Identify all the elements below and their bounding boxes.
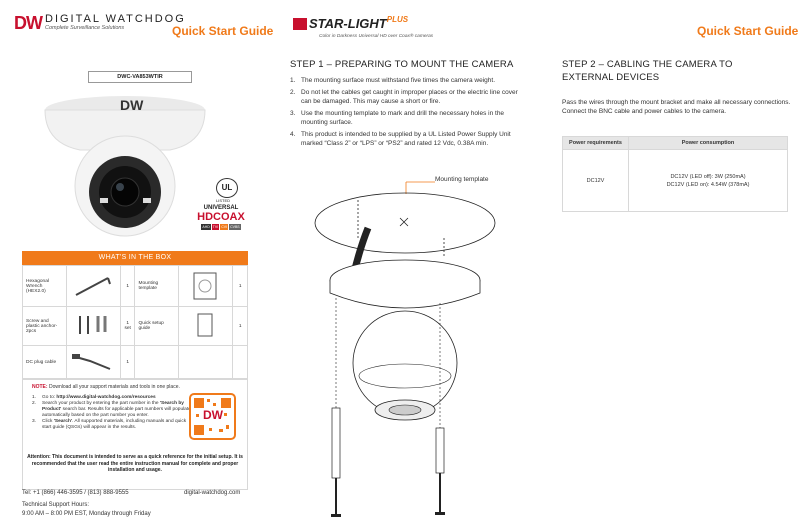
table-row: [563, 150, 788, 212]
starlight-name: STAR-LIGHT: [309, 16, 387, 31]
step2-text: Pass the wires through the mount bracket and make all necessary connections. Connect the BNC cable and power cables to the camera.: [562, 99, 791, 115]
qr-dw-mark: DW: [203, 408, 223, 422]
col-power-requirements: Power requirements: [563, 137, 629, 150]
step-num: 2.: [32, 401, 37, 407]
list-item: [290, 130, 526, 148]
item-name: Screw and plastic anchor-2pcs: [23, 307, 67, 346]
item-num: 2.: [290, 89, 296, 96]
cvi-badge: CVI: [221, 225, 228, 229]
step-bold: 'Search': [53, 419, 73, 425]
power-requirement-value: DC12V: [563, 150, 629, 212]
table-header-row: [563, 137, 788, 150]
list-item: [290, 76, 526, 85]
hdcoax-text: HDCOAX: [197, 211, 245, 223]
step2-title-line2: EXTERNAL DEVICES: [562, 72, 660, 83]
item-name: Mounting template: [135, 266, 179, 307]
list-item: [32, 401, 192, 419]
item-num: 4.: [290, 131, 296, 138]
list-item: [290, 109, 526, 127]
camera-lens: [389, 405, 421, 415]
item-name: DC plug cable: [23, 346, 67, 380]
screw-anchor-icon: [66, 307, 120, 346]
mounting-template-icon: [179, 266, 233, 307]
step2-title-line1: STEP 2 – CABLING THE CAMERA TO: [562, 59, 733, 70]
digital-watchdog-logo: [14, 14, 186, 32]
power-consumption-value: [629, 150, 788, 212]
step-text: Search your product by entering the part number in the: [42, 401, 160, 407]
step-text: Click: [42, 419, 54, 425]
step-text: search bar. Results for applicable part numbers will populate automatically based on the part number you enter.: [42, 407, 191, 419]
step1-list: [290, 76, 526, 151]
brand-name: DIGITAL WATCHDOG: [45, 13, 186, 25]
item-qty: 1: [233, 266, 248, 307]
resources-link[interactable]: http://www.digital-watchdog.com/resources: [56, 395, 156, 401]
note-body: Download all your support materials and tools in one place.: [48, 384, 180, 390]
ahd-badge: AHD: [202, 225, 210, 229]
item-text: Use the mounting template to mark and drill the necessary holes in the mounting surface.: [301, 110, 505, 126]
brand-tagline: Complete Surveillance Solutions: [45, 25, 125, 31]
ul-listed-text: LISTED: [216, 198, 231, 203]
item-qty: 1: [120, 266, 135, 307]
hex-wrench-icon: [66, 266, 120, 307]
ul-listed-icon: UL: [216, 178, 238, 198]
template-center-mark: [400, 218, 408, 226]
quick-guide-icon: [179, 307, 233, 346]
box-contents-table: [22, 265, 248, 380]
ir-led-right: [143, 198, 151, 203]
cvbs-badge: CVBS: [230, 225, 240, 229]
qr-code[interactable]: [189, 393, 236, 440]
item-qty: 1: [120, 346, 135, 380]
support-hours: 9:00 AM – 8:00 PM EST, Monday through Friday: [22, 511, 151, 517]
screw-left: [331, 408, 341, 517]
starlight-tagline: Color in Darkness Universal HD over Coax® cameras: [319, 34, 434, 39]
starlight-plus-logo: [293, 15, 433, 39]
item-qty: [233, 346, 248, 380]
support-hours-label: Technical Support Hours:: [22, 502, 90, 508]
col-power-consumption: Power consumption: [629, 137, 788, 150]
table-row: [23, 307, 248, 346]
step-bold: 'Search by Product': [42, 401, 184, 413]
note-steps: [32, 395, 192, 431]
consumption-led-off: DC12V (LED off): 3W (250mA): [670, 173, 746, 180]
item-qty: 1: [233, 307, 248, 346]
step-num: 3.: [32, 419, 37, 425]
tvi-badge: TVI: [212, 225, 219, 229]
camera-ball: [353, 311, 457, 415]
mounting-diagram: [310, 178, 530, 530]
universal-text: UNIVERSAL: [203, 205, 239, 211]
note-text: [32, 384, 238, 390]
item-text: Do not let the cables get caught in improper places or the electric line cover can be damaged. This may cause a short or fire.: [301, 89, 518, 105]
item-num: 3.: [290, 110, 296, 117]
step-text: Go to:: [42, 395, 57, 401]
step-text: . All supported materials, including manuals and quick start guide (QSGs) will appear in the results.: [42, 419, 187, 431]
camera-dw-mark: DW: [120, 97, 144, 113]
item-name: Hexagonal Wrench (HEX2.0): [23, 266, 67, 307]
item-num: 1.: [290, 77, 296, 84]
ir-led-left: [100, 198, 108, 203]
list-item: [290, 88, 526, 106]
model-number: DWC-VA853WTIR: [88, 71, 192, 83]
note-label: NOTE:: [32, 384, 48, 390]
footer-website[interactable]: digital-watchdog.com: [184, 490, 241, 496]
left-header-title: Quick Start Guide: [172, 24, 274, 38]
step-num: 1.: [32, 395, 37, 401]
right-header-title: Quick Start Guide: [697, 24, 799, 38]
item-text: This product is intended to be supplied by a UL Listed Power Supply Unit marked “Class 2” or “LPS” or “PS2” and rated 12 Vdc, 0.38A min.: [301, 131, 511, 147]
attention-text: Attention: This document is intended to serve as a quick reference for the initial setup. It is recommended that the user read the entire instruction manual for complete and proper installation and usage.: [27, 454, 243, 473]
starlight-plus: PLUS: [386, 15, 409, 24]
mounting-template-callout: Mounting template: [435, 176, 489, 183]
power-table: [562, 136, 788, 212]
item-name: [135, 346, 179, 380]
mount-bracket: [330, 280, 480, 308]
table-row: [23, 266, 248, 307]
item-qty: 1 set: [120, 307, 135, 346]
step2-title: [562, 58, 733, 84]
item-text: The mounting surface must withstand five times the camera weight.: [301, 77, 496, 84]
camera-lens: [111, 178, 139, 206]
table-row: [23, 346, 248, 380]
whats-in-the-box-title: WHAT'S IN THE BOX: [22, 251, 248, 265]
empty-cell: [179, 346, 233, 380]
dw-logo-icon: [293, 18, 307, 30]
footer-phone: Tel: +1 (866) 446-3595 / (813) 888-9555: [22, 490, 129, 496]
consumption-led-on: DC12V (LED on): 4.54W (378mA): [666, 181, 750, 188]
step1-title: STEP 1 – PREPARING TO MOUNT THE CAMERA: [290, 59, 514, 70]
screw-right: [435, 428, 445, 515]
universal-hdcoax-badge: [195, 205, 247, 230]
dc-cable-icon: [66, 346, 120, 380]
item-name: Quick setup guide: [135, 307, 179, 346]
list-item: [32, 419, 192, 431]
lens-reflection: [116, 183, 124, 191]
dw-logo-mark: DW: [14, 13, 42, 33]
